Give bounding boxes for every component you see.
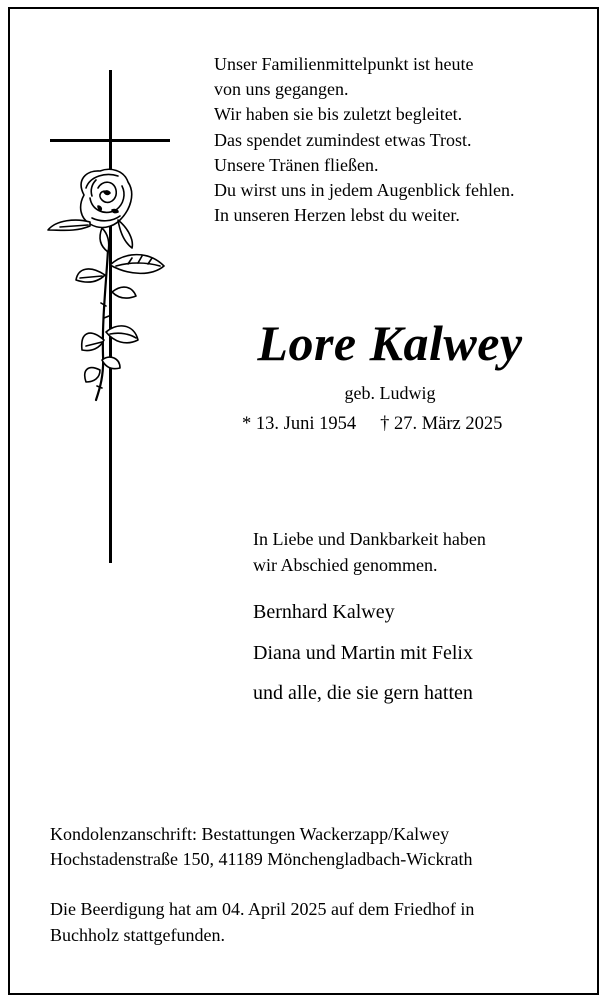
poem-line: Du wirst uns in jedem Augenblick fehlen. xyxy=(214,180,515,201)
birth-date: * 13. Juni 1954 xyxy=(242,414,357,434)
condolence-line: Hochstadenstraße 150, 41189 Mönchengladbach-Wickrath xyxy=(50,849,473,869)
cross-with-rose-icon xyxy=(40,70,175,565)
condolence-address xyxy=(50,822,472,872)
rose-icon xyxy=(48,169,164,400)
cross-icon xyxy=(50,70,170,563)
deceased-name: Lore Kalwey xyxy=(257,315,523,371)
life-dates xyxy=(242,411,502,437)
poem-line: Wir haben sie bis zuletzt begleitet. xyxy=(214,104,463,125)
poem-line: von uns gegangen. xyxy=(214,79,349,100)
mourner: und alle, die sie gern hatten xyxy=(253,682,473,704)
funeral-info xyxy=(50,896,474,948)
poem xyxy=(214,52,514,228)
condolence-line: Kondolenzanschrift: Bestattungen Wackerzapp/Kalwey xyxy=(50,824,450,844)
mourners-list xyxy=(253,592,473,714)
poem-line: Unsere Tränen fließen. xyxy=(214,154,379,175)
funeral-line: Buchholz stattgefunden. xyxy=(50,925,225,945)
farewell-line: In Liebe und Dankbarkeit haben xyxy=(253,529,486,549)
poem-line: In unseren Herzen lebst du weiter. xyxy=(214,205,460,226)
maiden-name: geb. Ludwig xyxy=(344,383,436,403)
mourner: Bernhard Kalwey xyxy=(253,601,395,623)
farewell-line: wir Abschied genommen. xyxy=(253,555,438,575)
funeral-line: Die Beerdigung hat am 04. April 2025 auf dem Friedhof in xyxy=(50,899,475,919)
farewell-text xyxy=(253,526,486,578)
death-date: † 27. März 2025 xyxy=(380,414,503,434)
poem-line: Das spendet zumindest etwas Trost. xyxy=(214,129,472,150)
mourner: Diana und Martin mit Felix xyxy=(253,641,473,664)
poem-line: Unser Familienmittelpunkt ist heute xyxy=(214,54,474,74)
